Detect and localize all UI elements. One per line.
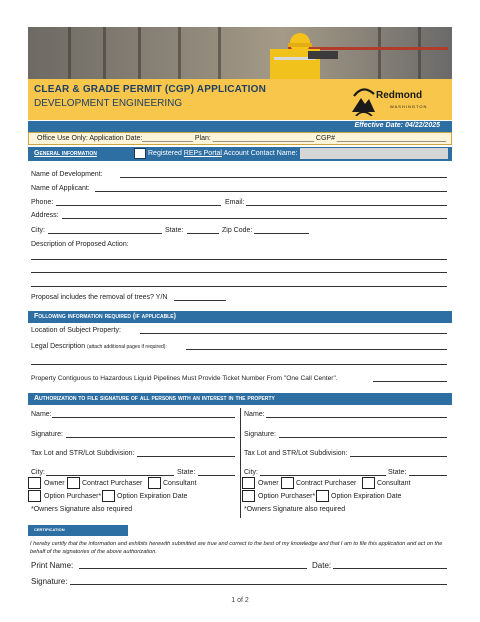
date-field[interactable]: [333, 568, 447, 569]
auth-right-name-field[interactable]: [266, 417, 447, 418]
effective-date: Effective Date: 04/22/2025: [354, 122, 440, 129]
legal-description-field[interactable]: [186, 349, 447, 350]
auth-left-owner-checkbox[interactable]: [28, 477, 41, 489]
description-line-1[interactable]: [31, 259, 447, 260]
email-label: Email:: [225, 199, 245, 206]
name-of-development-label: Name of Development:: [31, 171, 103, 178]
auth-right-option-checkbox[interactable]: [242, 490, 255, 502]
logo-name: Redmond: [376, 90, 423, 101]
worker-illustration: [260, 31, 350, 79]
auth-left-state-field[interactable]: [198, 475, 235, 476]
state-field[interactable]: [187, 233, 219, 234]
reps-post: Account Contact Name:: [221, 150, 298, 157]
reps-portal-link[interactable]: REPs Portal: [183, 150, 222, 157]
city-field[interactable]: [48, 233, 162, 234]
name-of-development-field[interactable]: [120, 177, 447, 178]
auth-right-option-label: Option Purchaser*: [258, 493, 316, 500]
auth-left-city-label: City:: [31, 469, 45, 476]
auth-left-consultant-checkbox[interactable]: [148, 477, 161, 489]
auth-left-signature-label: Signature:: [31, 431, 63, 438]
logo-sub: WASHINGTON: [390, 104, 428, 109]
location-label: Location of Subject Property:: [31, 327, 121, 334]
print-name-label: Print Name:: [31, 561, 74, 570]
auth-left-owner-label: Owner: [44, 480, 65, 487]
print-name-field[interactable]: [79, 568, 307, 569]
general-info-heading: General information: [34, 150, 97, 157]
required-info-heading: Following information required (if applicable): [34, 313, 176, 320]
auth-right-taxlot-field[interactable]: [350, 456, 447, 457]
auth-left-option-checkbox[interactable]: [28, 490, 41, 502]
auth-left-city-field[interactable]: [46, 475, 174, 476]
auth-left-name-field[interactable]: [52, 417, 235, 418]
reps-pre: Registered: [148, 150, 184, 157]
city-label: City:: [31, 227, 45, 234]
description-line-2[interactable]: [31, 272, 447, 273]
name-of-applicant-field[interactable]: [95, 191, 447, 192]
auth-left-taxlot-label: Tax Lot and STR/Lot Subdivision:: [31, 450, 135, 457]
phone-label: Phone:: [31, 199, 54, 206]
signature-label: Signature:: [31, 577, 68, 586]
trees-label: Proposal includes the removal of trees? Y/N: [31, 294, 168, 301]
auth-left-consultant-label: Consultant: [163, 480, 197, 487]
auth-left-option-label: Option Purchaser*: [44, 493, 102, 500]
address-label: Address:: [31, 212, 59, 219]
redmond-logo: [350, 84, 450, 118]
pipeline-label: Property Contiguous to Hazardous Liquid Pipelines Must Provide Ticket Number From "One Call Center".: [31, 375, 338, 382]
form-title: CLEAR & GRADE PERMIT (CGP) APPLICATION: [34, 84, 267, 95]
auth-right-consultant-checkbox[interactable]: [362, 477, 375, 489]
auth-right-city-label: City:: [244, 469, 258, 476]
phone-field[interactable]: [56, 205, 221, 206]
effective-date-bar: [28, 121, 452, 132]
certification-text: I hereby certify that the information and exhibits herewith submitted are true and correct to the best of my knowledge and that I am to file this application and act on the behalf of the signatories of the above authorization.: [30, 541, 443, 555]
auth-right-taxlot-label: Tax Lot and STR/Lot Subdivision:: [244, 450, 348, 457]
auth-right-name-label: Name:: [244, 411, 265, 418]
auth-right-owners-note: *Owners Signature also required: [244, 506, 346, 513]
auth-right-city-field[interactable]: [260, 475, 386, 476]
reps-contact-field[interactable]: [300, 148, 448, 159]
legal-text: Legal Description: [31, 343, 86, 350]
page-number: 1 of 2: [231, 597, 249, 604]
column-divider: [240, 408, 241, 518]
certification-bar: [28, 525, 128, 536]
auth-left-taxlot-field[interactable]: [137, 456, 235, 457]
auth-right-signature-field[interactable]: [279, 437, 447, 438]
description-line-3[interactable]: [31, 286, 447, 287]
form-subtitle: DEVELOPMENT ENGINEERING: [34, 98, 183, 109]
auth-right-consultant-label: Consultant: [377, 480, 411, 487]
auth-right-owner-label: Owner: [258, 480, 279, 487]
auth-left-owners-note: *Owners Signature also required: [31, 506, 133, 513]
auth-left-name-label: Name:: [31, 411, 52, 418]
auth-left-state-label: State:: [177, 469, 196, 476]
legal-description-line-2[interactable]: [31, 364, 447, 365]
name-of-applicant-label: Name of Applicant:: [31, 185, 90, 192]
auth-left-contract-checkbox[interactable]: [67, 477, 80, 489]
auth-right-signature-label: Signature:: [244, 431, 276, 438]
pipeline-ticket-field[interactable]: [373, 381, 447, 382]
address-field[interactable]: [62, 218, 447, 219]
zip-label: Zip Code:: [222, 227, 253, 234]
auth-right-state-field[interactable]: [409, 475, 447, 476]
office-use-row: Office Use Only: Application Date:_____________ Plan: __________________________ CGP# ____________________________: [28, 132, 452, 145]
auth-right-state-label: State:: [388, 469, 407, 476]
certification-heading: certification: [34, 527, 65, 533]
signature-field[interactable]: [70, 584, 447, 585]
auth-left-contract-label: Contract Purchaser: [82, 480, 143, 487]
auth-left-expiration-label: Option Expiration Date: [117, 493, 188, 500]
header-photo: [28, 27, 452, 79]
required-info-bar: [28, 311, 452, 323]
authorization-heading: Authorization to file signature of all persons with an interest in the property: [34, 395, 275, 402]
reps-label: [148, 150, 297, 157]
location-field[interactable]: [140, 333, 447, 334]
zip-field[interactable]: [254, 233, 309, 234]
auth-right-owner-checkbox[interactable]: [242, 477, 255, 489]
auth-right-expiration-label: Option Expiration Date: [331, 493, 402, 500]
auth-left-expiration-checkbox[interactable]: [102, 490, 115, 502]
email-field[interactable]: [246, 205, 447, 206]
reps-checkbox[interactable]: [134, 148, 146, 159]
legal-description-label: [31, 343, 167, 350]
auth-right-expiration-checkbox[interactable]: [316, 490, 329, 502]
general-info-bar: [28, 147, 452, 161]
date-label: Date:: [312, 561, 332, 570]
auth-right-contract-checkbox[interactable]: [281, 477, 294, 489]
description-label: Description of Proposed Action:: [31, 241, 129, 248]
trees-field[interactable]: [174, 300, 226, 301]
legal-note: (attach additional pages if required):: [87, 344, 167, 350]
state-label: State:: [165, 227, 184, 234]
auth-right-contract-label: Contract Purchaser: [296, 480, 357, 487]
auth-left-signature-field[interactable]: [66, 437, 235, 438]
mountain-icon: [350, 86, 376, 116]
authorization-bar: [28, 393, 452, 405]
